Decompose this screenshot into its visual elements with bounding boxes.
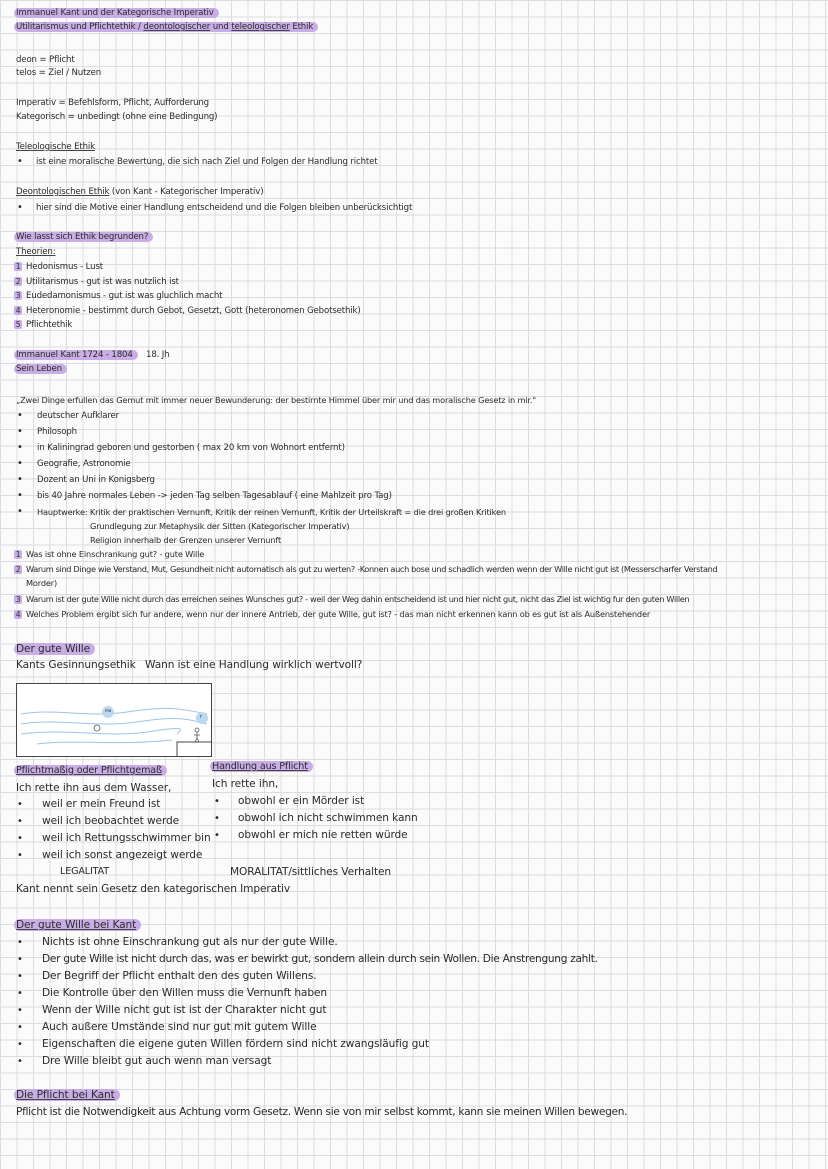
wille-kant-item: Der Begriff der Pflicht enthalt den des guten Willens. bbox=[42, 970, 317, 982]
pflichtmaessig-item: weil ich sonst angezeigt werde bbox=[42, 849, 203, 861]
theory-item: 3 Eudedamonismus - gut ist was gluchlich macht bbox=[15, 291, 223, 301]
definition-imperativ: Imperativ = Befehlsform, Pflicht, Aufforderung bbox=[16, 98, 209, 108]
bullet: • bbox=[17, 490, 23, 501]
bullet: • bbox=[17, 988, 23, 999]
theory-item: 5 Pflichtethik bbox=[15, 320, 73, 330]
pflichtmaessig-item: weil er mein Freund ist bbox=[42, 798, 161, 810]
work-item: Grundlegung zur Metaphysik der Sitten (Kategorischer Imperativ) bbox=[90, 521, 350, 531]
aus-pflicht-item: obwohl er ein Mörder ist bbox=[238, 795, 365, 807]
wille-kant-item: Auch außere Umstände sind nur gut mit gutem Wille bbox=[42, 1021, 317, 1033]
definition-deon: deon = Pflicht bbox=[16, 55, 75, 65]
wille-kant-item: Wenn der Wille nicht gut ist ist der Charakter nicht gut bbox=[42, 1004, 327, 1016]
bullet: • bbox=[17, 474, 23, 485]
wille-kant-heading: Der gute Wille bei Kant bbox=[14, 918, 141, 932]
theory-item: 4 Heteronomie - bestimmt durch Gebot, Gesetzt, Gott (heteronomen Gebotsethik) bbox=[15, 306, 361, 316]
moralitaet-label: MORALITAT/sittliches Verhalten bbox=[230, 866, 392, 878]
pflichtmaessig-intro: Ich rette ihn aus dem Wasser, bbox=[16, 782, 172, 794]
kant-quote: „Zwei Dinge erfullen das Gemut mit immer neuer Bewunderung: der bestirnte Himmel über mir und das moralische Gesetz in mir." bbox=[16, 395, 536, 405]
kant-century: 18. Jh bbox=[146, 350, 170, 360]
kant-heading: Immanuel Kant 1724 - 1804 bbox=[14, 350, 138, 361]
page-subtitle: Utilitarismus und Pflichtethik / deontologischer und teleologischer Ethik bbox=[14, 22, 318, 33]
deonto-item: hier sind die Motive einer Handlung entscheidend und die Folgen bleiben unberücksichtigt bbox=[36, 203, 413, 213]
wille-kant-item: Die Kontrolle über den Willen muss die Vernunft haben bbox=[42, 987, 327, 999]
bullet: • bbox=[17, 1022, 23, 1033]
theory-item: 2 Utilitarismus - gut ist was nutzlich ist bbox=[15, 277, 179, 287]
question-item-cont: Morder) bbox=[26, 578, 58, 588]
bullet: • bbox=[17, 426, 23, 437]
bullet: • bbox=[17, 202, 23, 213]
life-item: Dozent an Uni in Konigsberg bbox=[37, 475, 155, 485]
bullet: • bbox=[17, 971, 23, 982]
begruendung-heading: Wie lasst sich Ethik begrunden? bbox=[14, 232, 153, 243]
diagram-label-swimmer: me bbox=[105, 708, 112, 713]
rescue-sketch bbox=[16, 683, 212, 757]
question-item: 3 Warum ist der gute Wille nicht durch das erreichen seines Wunsches gut? - weil der Weg dahin entscheidend ist und hier nicht gut, nicht das Ziel ist wichtig fur den guten Willen bbox=[15, 594, 690, 604]
page-title: Immanuel Kant und der Kategorische Imperativ bbox=[14, 8, 219, 19]
bullet: • bbox=[214, 830, 220, 841]
rescue-sketch-drawing bbox=[17, 684, 211, 756]
shore-ledge bbox=[177, 742, 211, 756]
life-item: Hauptwerke: Kritik der praktischen Vernunft, Kritik der reinen Vernunft, Kritik der Urteilskraft = die drei großen Kritiken bbox=[37, 507, 506, 517]
wille-kant-item: Eigenschaften die eigene guten Willen fördern sind nicht zwangsläufig gut bbox=[42, 1038, 429, 1050]
life-item: in Kaliningrad geboren und gestorben ( max 20 km von Wohnort entfernt) bbox=[37, 443, 345, 453]
bullet: • bbox=[214, 813, 220, 824]
teleo-heading: Teleologische Ethik bbox=[16, 142, 95, 152]
life-item: Geografie, Astronomie bbox=[37, 459, 131, 469]
bullet: • bbox=[17, 1056, 23, 1067]
bullet: • bbox=[17, 937, 23, 948]
legalitaet-label: LEGALITAT bbox=[60, 866, 110, 877]
aus-pflicht-item: obwohl er mich nie retten würde bbox=[238, 829, 408, 841]
life-item: deutscher Aufklarer bbox=[37, 411, 120, 421]
question-item: 2 Warum sind Dinge wie Verstand, Mut, Gesundheit nicht automatisch als gut zu werten? -Konnen auch bose und schadlich werden wenn der Wille nicht gut ist (Messerscharfer Verstand bbox=[15, 564, 718, 574]
bullet: • bbox=[17, 1005, 23, 1016]
deonto-heading: Deontologischen Ethik (von Kant - Kategorischer Imperativ) bbox=[16, 187, 264, 197]
aus-pflicht-item: obwohl ich nicht schwimmen kann bbox=[238, 812, 418, 824]
bullet: • bbox=[17, 954, 23, 965]
theorien-label: Theorien: bbox=[16, 247, 56, 257]
wille-kant-item: Der gute Wille ist nicht durch das, was er bewirkt gut, sondern allein durch sein Wollen. Die Anstrengung zahlt. bbox=[42, 953, 598, 965]
aus-pflicht-heading: Handlung aus Pflicht bbox=[210, 761, 313, 772]
guter-wille-heading: Der gute Wille bbox=[14, 642, 95, 656]
kant-gesetz-note: Kant nennt sein Gesetz den kategorischen Imperativ bbox=[16, 883, 291, 895]
definition-kategorisch: Kategorisch = unbedingt (ohne eine Bedingung) bbox=[16, 112, 218, 122]
person-in-water-icon bbox=[94, 725, 100, 731]
diagram-label-rescuer: r bbox=[200, 714, 203, 720]
teleo-item: ist eine moralische Bewertung, die sich nach Ziel und Folgen der Handlung richtet bbox=[36, 157, 378, 167]
bullet: • bbox=[17, 833, 23, 844]
bullet: • bbox=[17, 156, 23, 167]
question-item: 1 Was ist ohne Einschrankung gut? - gute Wille bbox=[15, 549, 205, 559]
bullet: • bbox=[17, 816, 23, 827]
question-item: 4 Welches Problem ergibt sich fur andere, wenn nur der innere Antrieb, der gute Wille, gut ist? - das man nicht erkennen kann ob es gut ist als Außenstehender bbox=[15, 609, 651, 619]
leben-heading: Sein Leben bbox=[14, 364, 67, 375]
rescuer-figure-icon bbox=[195, 728, 199, 732]
bullet: • bbox=[17, 850, 23, 861]
guter-wille-question: Wann ist eine Handlung wirklich wertvoll? bbox=[145, 659, 363, 671]
bullet: • bbox=[17, 799, 23, 810]
wille-kant-item: Dre Wille bleibt gut auch wenn man versagt bbox=[42, 1055, 272, 1067]
bullet: • bbox=[17, 410, 23, 421]
pflichtmaessig-heading: Pflichtmaßig oder Pflichtgemaß bbox=[14, 765, 167, 776]
wille-kant-item: Nichts ist ohne Einschrankung gut als nur der gute Wille. bbox=[42, 936, 338, 948]
bullet: • bbox=[17, 442, 23, 453]
bullet: • bbox=[17, 1039, 23, 1050]
bullet: • bbox=[17, 458, 23, 469]
aus-pflicht-intro: Ich rette ihn, bbox=[212, 778, 279, 790]
pflichtmaessig-item: weil ich beobachtet werde bbox=[42, 815, 180, 827]
definition-telos: telos = Ziel / Nutzen bbox=[16, 68, 102, 78]
gesinnungsethik-label: Kants Gesinnungsethik bbox=[16, 659, 136, 671]
work-item: Religion innerhalb der Grenzen unserer Vernunft bbox=[90, 535, 282, 545]
pflicht-kant-text: Pflicht ist die Notwendigkeit aus Achtung vorm Gesetz. Wenn sie von mir selbst kommt, kann sie meinen Willen bewegen. bbox=[16, 1106, 628, 1118]
theory-item: 1 Hedonismus - Lust bbox=[15, 262, 104, 272]
pflichtmaessig-item: weil ich Rettungsschwimmer bin bbox=[42, 832, 211, 844]
life-item: bis 40 Jahre normales Leben -> jeden Tag selben Tagesablauf ( eine Mahlzeit pro Tag) bbox=[37, 491, 392, 501]
bullet: • bbox=[17, 506, 23, 517]
life-item: Philosoph bbox=[37, 427, 77, 437]
pflicht-kant-heading: Die Pflicht bei Kant bbox=[14, 1088, 120, 1102]
bullet: • bbox=[214, 796, 220, 807]
